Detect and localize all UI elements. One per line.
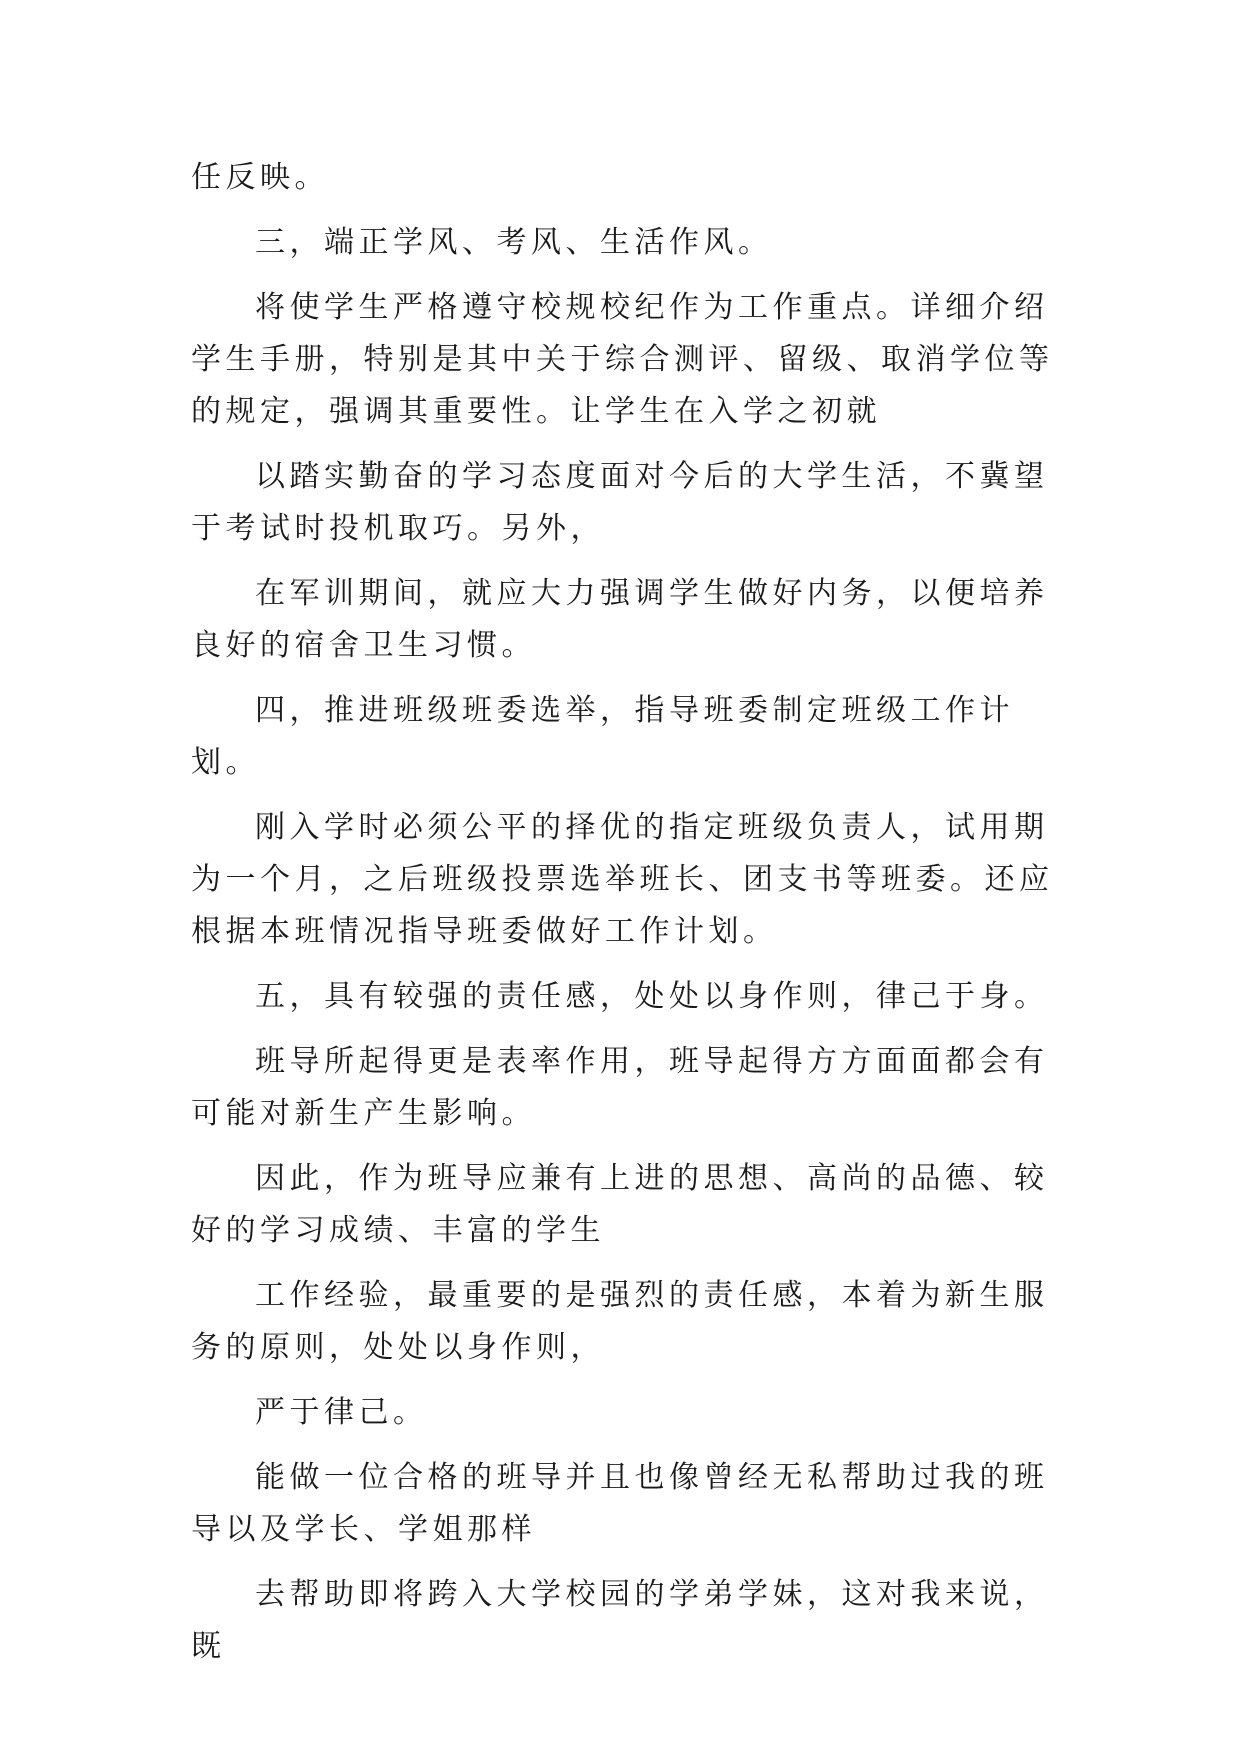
section-heading: 三，端正学风、考风、生活作风。 [255,225,773,260]
paragraph: 刚入学时必须公平的择优的指定班级负责人，试用期为一个月，之后班级投票选举班长、团支书等班委。还应根据本班情况指导班委做好工作计划。 [191,810,1054,949]
paragraph: 因此，作为班导应兼有上进的思想、高尚的品德、较好的学习成绩、丰富的学生 [191,1161,1049,1248]
paragraph: 将使学生严格遵守校规校纪作为工作重点。详细介绍学生手册，特别是其中关于综合测评、留级、取消学位等的规定，强调其重要性。让学生在入学之初就 [191,290,1054,429]
paragraph: 在军训期间，就应大力强调学生做好内务，以便培养良好的宿舍卫生习惯。 [191,576,1049,663]
paragraph: 班导所起得更是表率作用，班导起得方方面面都会有可能对新生产生影响。 [191,1044,1049,1131]
paragraph: 能做一位合格的班导并且也像曾经无私帮助过我的班导以及学长、学姐那样 [191,1460,1049,1547]
document-body [191,152,1071,1673]
paragraph: 以踏实勤奋的学习态度面对今后的大学生活，不冀望于考试时投机取巧。另外， [191,459,1049,546]
paragraph: 严于律己。 [255,1395,428,1430]
section-heading: 五，具有较强的责任感，处处以身作则，律己于身。 [255,979,1049,1014]
paragraph: 去帮助即将跨入大学校园的学弟学妹，这对我来说，既 [191,1577,1049,1664]
paragraph: 工作经验，最重要的是强烈的责任感，本着为新生服务的原则，处处以身作则， [191,1278,1049,1365]
paragraph: 任反映。 [191,160,329,195]
section-heading: 四，推进班级班委选举，指导班委制定班级工作计划。 [191,693,1014,780]
